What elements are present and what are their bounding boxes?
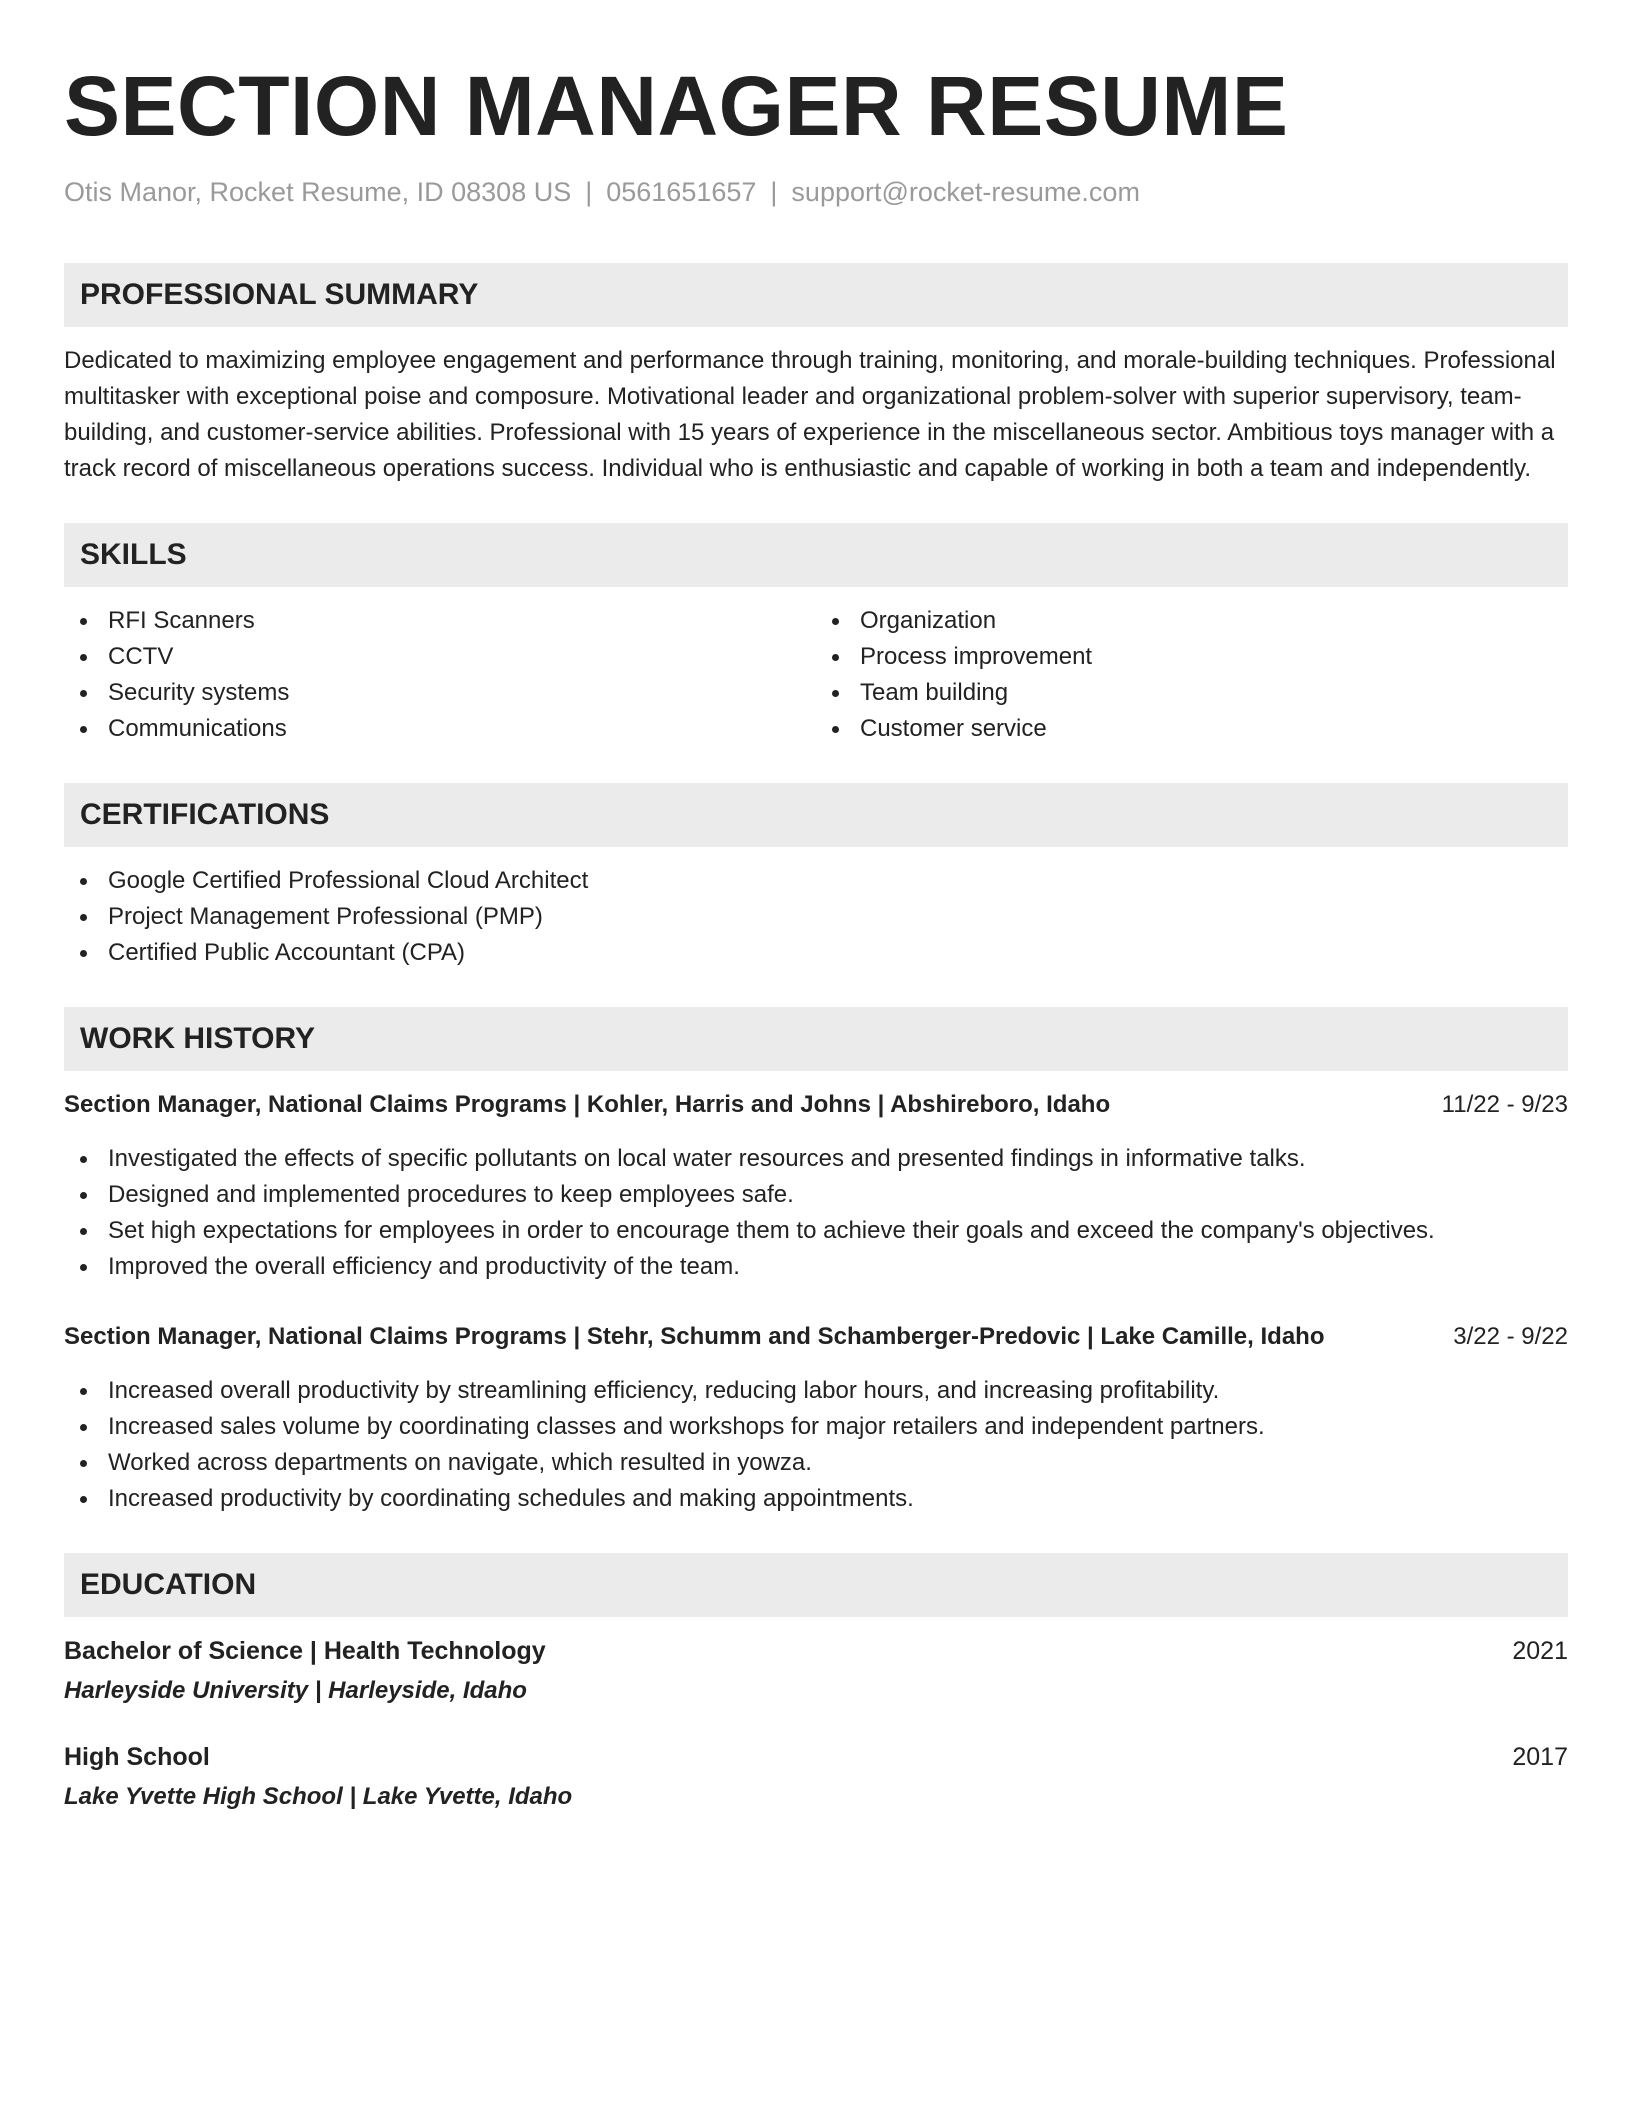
job-bullet: Improved the overall efficiency and productivity of the team. xyxy=(64,1249,1568,1285)
skills-heading: SKILLS xyxy=(64,523,1568,587)
education-heading: EDUCATION xyxy=(64,1553,1568,1617)
certifications-list xyxy=(64,863,1568,971)
skills-section xyxy=(64,523,1568,747)
skill-item: RFI Scanners xyxy=(64,603,816,639)
job-header xyxy=(64,1087,1568,1123)
education-section xyxy=(64,1553,1568,1815)
work-history-section xyxy=(64,1007,1568,1517)
job-dates: 11/22 - 9/23 xyxy=(1441,1091,1568,1118)
education-degree: Bachelor of Science | Health Technology xyxy=(64,1637,546,1665)
skill-item: Customer service xyxy=(816,711,1568,747)
contact-address: Otis Manor, Rocket Resume, ID 08308 US xyxy=(64,177,572,207)
certifications-section xyxy=(64,783,1568,971)
contact-line xyxy=(64,174,1568,210)
skill-item: Process improvement xyxy=(816,639,1568,675)
resume-title: SECTION MANAGER RESUME xyxy=(64,59,1289,153)
job-bullet: Set high expectations for employees in order to encourage them to achieve their goals and exceed the company's objectives. xyxy=(64,1213,1568,1249)
job-title: Section Manager, National Claims Programs | Stehr, Schumm and Schamberger-Predovic | Lake Camille, Idaho xyxy=(64,1323,1325,1350)
skills-left-list xyxy=(64,603,816,747)
job-bullet: Increased productivity by coordinating schedules and making appointments. xyxy=(64,1481,1568,1517)
education-entry xyxy=(64,1739,1568,1815)
job-entry xyxy=(64,1087,1568,1285)
skill-item: Communications xyxy=(64,711,816,747)
certification-item: Certified Public Accountant (CPA) xyxy=(64,935,1568,971)
certifications-heading: CERTIFICATIONS xyxy=(64,783,1568,847)
contact-separator: | xyxy=(585,177,593,207)
skills-right-list xyxy=(816,603,1568,747)
job-bullet: Increased sales volume by coordinating classes and workshops for major retailers and independent partners. xyxy=(64,1409,1568,1445)
education-school: Lake Yvette High School | Lake Yvette, Idaho xyxy=(64,1783,573,1810)
job-bullets xyxy=(64,1141,1568,1285)
contact-email: support@rocket-resume.com xyxy=(791,177,1140,207)
education-header xyxy=(64,1633,1568,1669)
education-school: Harleyside University | Harleyside, Idaho xyxy=(64,1677,527,1704)
job-header xyxy=(64,1319,1568,1355)
education-year: 2017 xyxy=(1512,1743,1568,1771)
job-bullet: Increased overall productivity by streamlining efficiency, reducing labor hours, and increasing profitability. xyxy=(64,1373,1568,1409)
certification-item: Project Management Professional (PMP) xyxy=(64,899,1568,935)
certification-item: Google Certified Professional Cloud Architect xyxy=(64,863,1568,899)
skill-item: CCTV xyxy=(64,639,816,675)
education-entry xyxy=(64,1633,1568,1709)
contact-separator: | xyxy=(770,177,778,207)
job-bullet: Investigated the effects of specific pollutants on local water resources and presented findings in informative talks. xyxy=(64,1141,1568,1177)
summary-section xyxy=(64,263,1568,487)
skill-item: Team building xyxy=(816,675,1568,711)
skills-grid xyxy=(64,587,1568,747)
education-degree: High School xyxy=(64,1743,210,1771)
work-history-heading: WORK HISTORY xyxy=(64,1007,1568,1071)
job-dates: 3/22 - 9/22 xyxy=(1453,1323,1568,1350)
job-bullet: Worked across departments on navigate, which resulted in yowza. xyxy=(64,1445,1568,1481)
skill-item: Security systems xyxy=(64,675,816,711)
contact-phone: 0561651657 xyxy=(606,177,757,207)
summary-heading: PROFESSIONAL SUMMARY xyxy=(64,263,1568,327)
job-title: Section Manager, National Claims Programs | Kohler, Harris and Johns | Abshireboro, Idaho xyxy=(64,1091,1111,1118)
skill-item: Organization xyxy=(816,603,1568,639)
job-bullet: Designed and implemented procedures to keep employees safe. xyxy=(64,1177,1568,1213)
job-bullets xyxy=(64,1373,1568,1517)
education-year: 2021 xyxy=(1512,1637,1568,1665)
summary-text: Dedicated to maximizing employee engagement and performance through training, monitoring, and morale-building techniques. Professional multitasker with exceptional poise and composure. Motivational leader and organizational problem-solver with superior supervisory, team-building, and customer-service abilities. Professional with 15 years of experience in the miscellaneous sector. Ambitious toys manager with a track record of miscellaneous operations success. Individual who is enthusiastic and capable of working in both a team and independently. xyxy=(64,347,1556,482)
job-entry xyxy=(64,1319,1568,1517)
education-header xyxy=(64,1739,1568,1775)
